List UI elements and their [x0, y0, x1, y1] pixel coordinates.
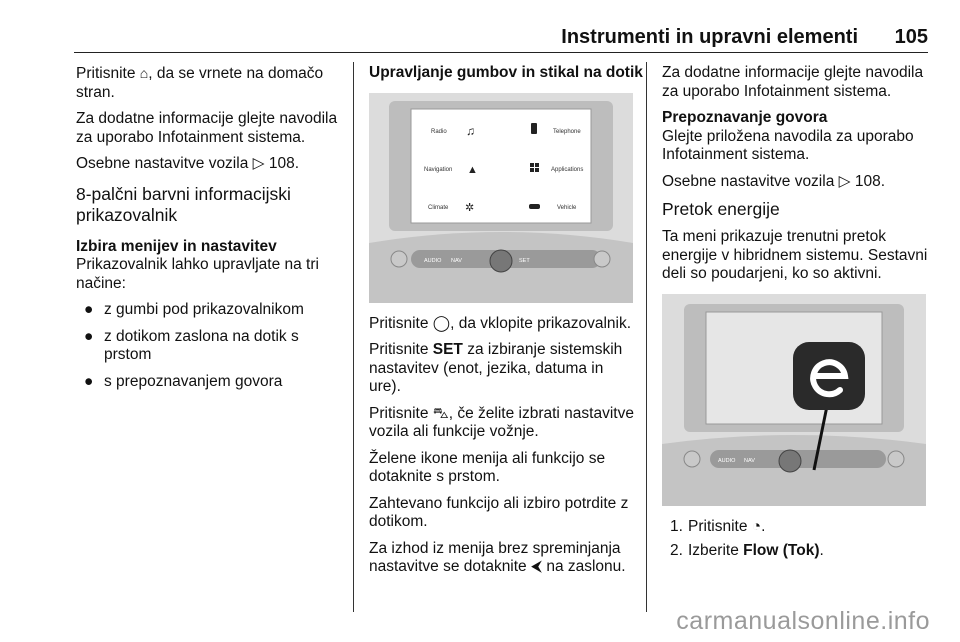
screen-label: Vehicle: [557, 204, 577, 211]
button-label: AUDIO: [424, 257, 442, 264]
paragraph: Prikazovalnik lahko upravljate na tri načine:: [76, 256, 319, 292]
paragraph: Pritisnite ⛍, če želite izbrati nastavitve vozila ali funkcije vožnje.: [369, 404, 634, 440]
subheading: Izbira menijev in nastavitev: [76, 237, 277, 255]
paragraph: Pritisnite SET za izbiranje sistemskih nastavitev (enot, jezika, datuma in ure).: [369, 341, 623, 395]
navigation-icon: ▲: [467, 163, 478, 176]
radio-icon: ♫: [466, 123, 475, 138]
subheading: Prepoznavanje govora: [662, 109, 828, 126]
bullet-list: [76, 301, 344, 391]
car-icon: ⛍: [432, 404, 449, 422]
paragraph: Osebne nastavitve vozila ▷ 108.: [662, 172, 886, 190]
list-item: ● z gumbi pod prikazovalnikom: [84, 301, 304, 318]
home-icon: ⌂: [139, 65, 149, 81]
back-arrow-icon: ⮜: [531, 558, 543, 575]
screen-label: Applications: [551, 166, 584, 173]
screen-label: Radio: [431, 128, 447, 135]
paragraph: Želene ikone menija ali funkcijo se dotaknite s prstom.: [369, 449, 606, 485]
power-icon: ◯: [432, 314, 451, 332]
page-title: Instrumenti in upravni elementi: [561, 26, 858, 48]
paragraph: Ta meni prikazuje trenutni pretok energije v hibridnem sistemu. Sestavni deli so poudarjeni, ko so aktivni.: [662, 228, 928, 282]
infotainment-figure: [369, 93, 633, 303]
page-header: [74, 26, 928, 53]
energy-flow-figure: [662, 294, 926, 506]
energy-flow-icon: ◔: [751, 517, 762, 535]
section-heading: Pretok energije: [662, 199, 780, 219]
list-item: 2. Izberite Flow (Tok).: [670, 542, 824, 559]
list-item: ● z dotikom zaslona na dotik s prstom: [84, 327, 299, 363]
paragraph: Za dodatne informacije glejte navodila za uporabo Infotainment sistema.: [662, 64, 924, 100]
subheading: Upravljanje gumbov in stikal na dotik: [369, 64, 643, 81]
paragraph: Pritisnite ◯, da vklopite prikazovalnik.: [369, 314, 632, 332]
paragraph: Za izhod iz menija brez spreminjanja nastavitve se dotaknite ⮜ na zaslonu.: [369, 539, 626, 575]
list-item: 1. Pritisnite ◔.: [670, 517, 766, 535]
button-label: NAV: [744, 457, 755, 464]
column-2: [369, 64, 643, 585]
watermark: carmanualsonline.info: [676, 607, 930, 635]
page-number: 105: [894, 26, 928, 48]
column-divider: [646, 62, 647, 612]
paragraph: Za dodatne informacije glejte navodila za uporabo Infotainment sistema.: [76, 110, 338, 146]
button-label: SET: [519, 257, 530, 264]
column-1: [76, 64, 344, 399]
paragraph: Pritisnite ⌂, da se vrnete na domačo stran.: [76, 65, 324, 101]
paragraph: Glejte priložena navodila za uporabo Infotainment sistema.: [662, 127, 914, 163]
list-item: ● s prepoznavanjem govora: [84, 372, 283, 390]
column-3: [662, 64, 930, 567]
screen-label: Climate: [428, 204, 449, 211]
button-label: NAV: [451, 257, 462, 264]
paragraph: Zahtevano funkcijo ali izbiro potrdite z dotikom.: [369, 494, 629, 530]
paragraph: Osebne nastavitve vozila ▷ 108.: [76, 155, 300, 172]
page-ref-triangle-icon: ▷: [838, 172, 851, 190]
screen-label: Telephone: [553, 128, 581, 135]
steps-list: [662, 518, 930, 561]
section-heading: 8-palčni barvni informacijski prikazovalnik: [76, 183, 291, 225]
column-divider: [353, 62, 354, 612]
climate-icon: ✲: [465, 201, 475, 214]
screen-label: Navigation: [424, 166, 453, 173]
button-label: AUDIO: [718, 457, 736, 464]
page-ref-triangle-icon: ▷: [252, 155, 265, 172]
